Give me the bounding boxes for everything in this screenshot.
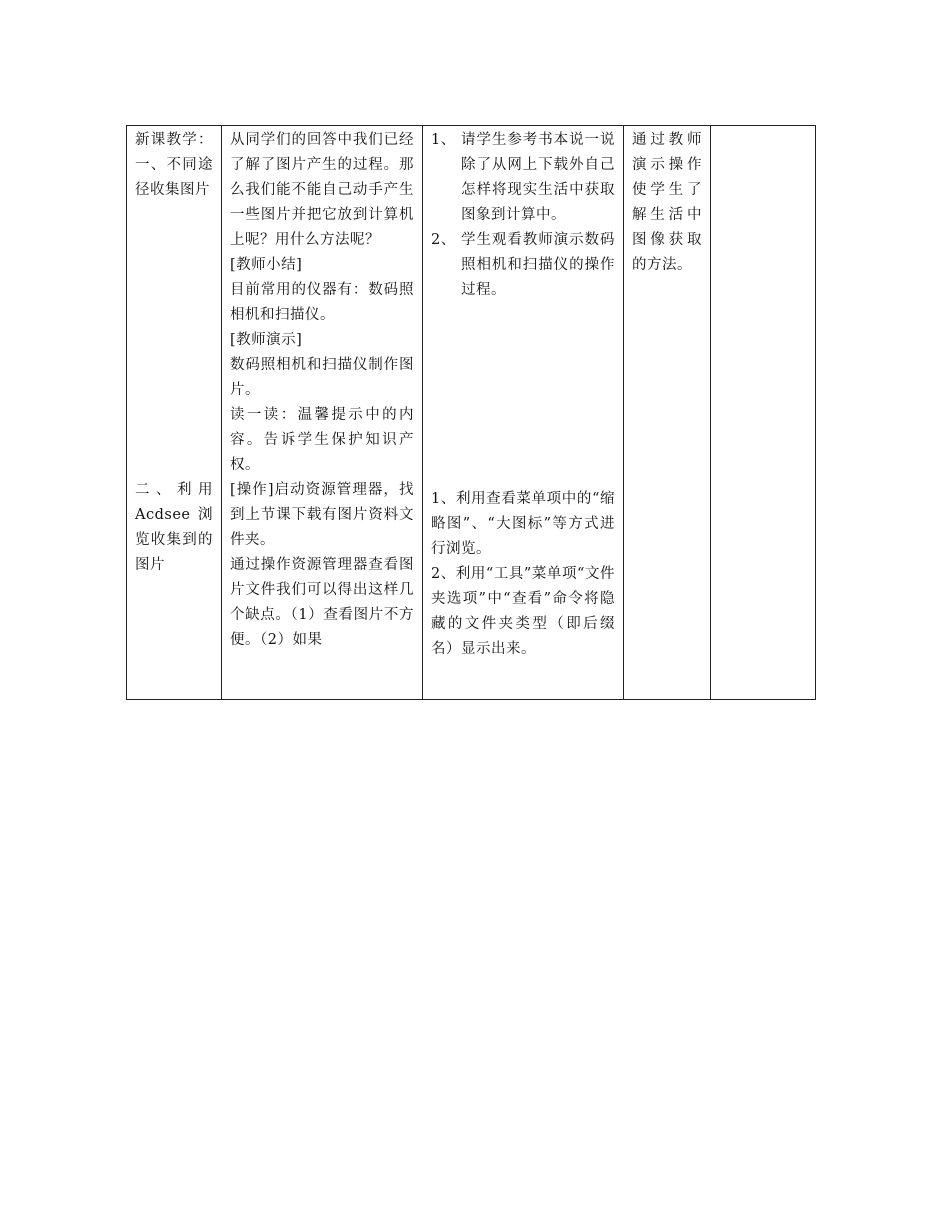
- notes-cell: [711, 126, 816, 700]
- student-item-2: [431, 228, 615, 303]
- lesson-plan-table: [126, 125, 816, 700]
- table-row: [127, 126, 816, 700]
- student-item-1-text: 请学生参考书本说一说除了从网上下载外自己怎样将现实生活中获取图象到计算中。: [461, 132, 615, 223]
- teacher-activity-cell: [222, 126, 423, 700]
- teacher-paragraph-6: 读一读：温馨提示中的内容。告诉学生保护知识产权。: [230, 407, 414, 473]
- student-item-1-number: 1、: [431, 132, 456, 148]
- teacher-paragraph-1: 从同学们的回答中我们已经了解了图片产生的过程。那么我们能不能自己动手产生一些图片并把它放到计算机上呢？用什么方法呢？: [230, 132, 414, 248]
- stage-section-1: 新课教学：一、不同途径收集图片: [135, 132, 213, 198]
- teacher-paragraph-7: [操作]启动资源管理器，找到上节课下载有图片资料文件夹。: [230, 482, 414, 548]
- teacher-paragraph-3: 目前常用的仪器有：数码照相机和扫描仪。: [230, 282, 414, 323]
- student-item-2-text: 学生观看教师演示数码照相机和扫描仪的操作过程。: [461, 232, 615, 298]
- student-activity-cell: [423, 126, 624, 700]
- teacher-summary-label: [教师小结]: [230, 257, 303, 273]
- student-item-3: 1、利用查看菜单项中的“缩略图”、“大图标”等方式进行浏览。: [431, 491, 615, 557]
- stage-cell: [127, 126, 222, 700]
- student-spacer: [431, 303, 615, 487]
- stage-section-2: 二、利用Acdsee浏览收集到的图片: [135, 482, 213, 573]
- student-item-4: 2、利用“工具”菜单项“文件夹选项”中“查看”命令将隐藏的文件夹类型（即后缀名）显示出来。: [431, 566, 615, 657]
- design-intent-text: 通过教师演示操作使学生了解生活中图像获取的方法。: [632, 132, 702, 273]
- teacher-paragraph-8: 通过操作资源管理器查看图片文件我们可以得出这样几个缺点。（1）查看图片不方便。（2）如果: [230, 557, 414, 648]
- student-item-2-number: 2、: [431, 232, 456, 248]
- design-intent-cell: [624, 126, 711, 700]
- teacher-demo-label: [教师演示]: [230, 332, 303, 348]
- teacher-paragraph-5: 数码照相机和扫描仪制作图片。: [230, 357, 414, 398]
- stage-spacer: [135, 203, 213, 478]
- student-item-1: [431, 128, 615, 228]
